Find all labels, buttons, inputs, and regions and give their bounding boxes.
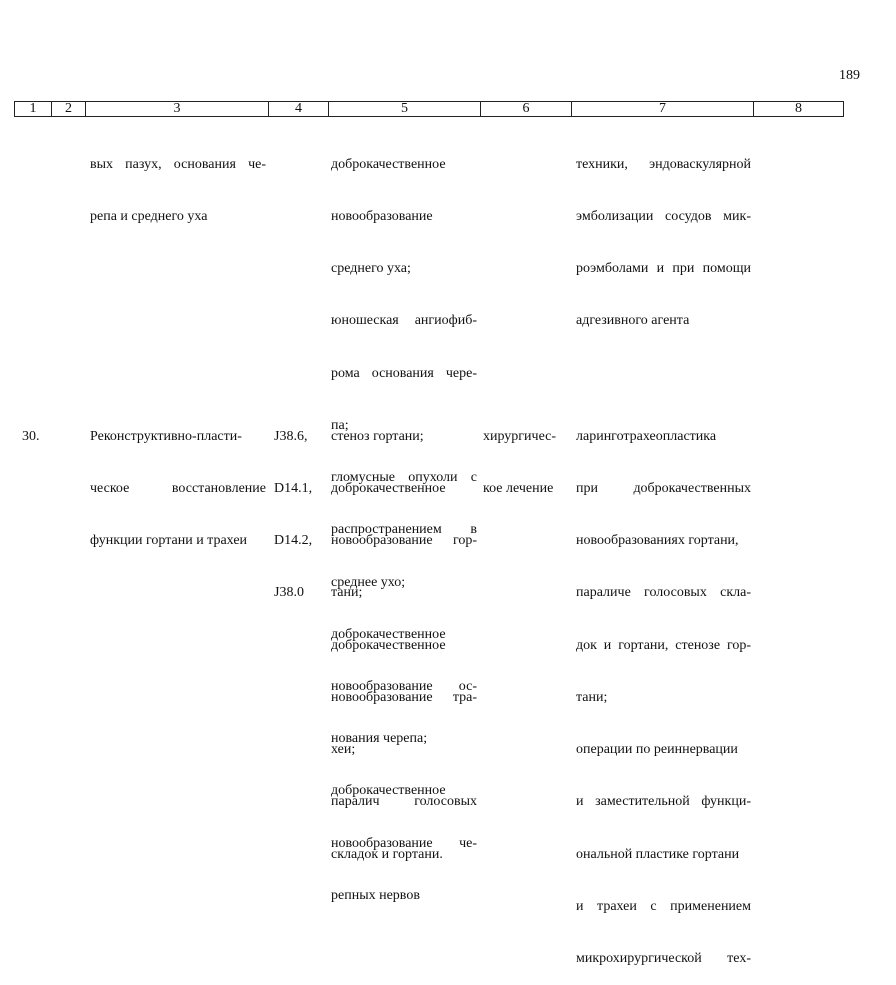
row-1-col-5-line: новообразование [331, 209, 433, 225]
row-1-col-5-line: рома основания чере- [331, 365, 477, 381]
header-col-6: 6 [481, 102, 572, 117]
header-col-8: 8 [754, 102, 844, 117]
row-2-col-3 [90, 393, 266, 567]
row-1-col-5-line: юношеская ангиофиб- [331, 313, 477, 329]
row-2-col-4-line: D14.2, [274, 533, 313, 549]
row-1-col-5-line: нования черепа; [331, 731, 428, 747]
row-1-col-5-line: среднего уха; [331, 261, 411, 277]
row-2-col-7 [576, 393, 751, 985]
row-2-col-7-line: ональной пластике гортани [576, 846, 740, 862]
row-1-col-7-line: техники, эндоваскулярной [576, 156, 751, 172]
row-2-col-3-line: функции гортани и трахеи [90, 533, 248, 549]
row-1-col-7-line: роэмболами и при помощи [576, 261, 751, 277]
row-2-col-3-line: ческое восстановление [90, 481, 266, 497]
row-2-col-5-line: тани; [331, 585, 363, 601]
row-1-col-5-line: среднее ухо; [331, 574, 406, 590]
row-2-col-3-line: Реконструктивно-пласти- [90, 428, 242, 444]
row-2-col-7-line: операции по реиннервации [576, 742, 738, 758]
row-2-col-5-line: доброкачественное [331, 637, 446, 653]
header-col-5: 5 [329, 102, 481, 117]
row-2-col-7-line: новообразованиях гортани, [576, 533, 739, 549]
row-1-col-3-line: вых пазух, основания че- [90, 156, 266, 172]
row-2-col-7-line: микрохирургической тех- [576, 951, 751, 966]
row-2-col-6-line: хирургичес- [483, 428, 557, 444]
row-2-col-7-line: ларинготрахеопластика [576, 428, 717, 444]
row-2-col-7-line: параличе голосовых скла- [576, 585, 751, 601]
row-2-col-5-line: новообразование гор- [331, 533, 477, 549]
row-1-col-5-line: репных нервов [331, 887, 420, 903]
row-2-col-6 [483, 393, 571, 515]
row-2-col-7-line: док и гортани, стенозе гор- [576, 637, 751, 653]
row-2-col-7-line: и трахеи с применением [576, 898, 751, 914]
row-2-col-7-line: при доброкачественных [576, 481, 751, 497]
row-1-col-5-line: па; [331, 417, 349, 433]
row-2-col-5-line: новообразование тра- [331, 689, 477, 705]
row-1-col-5-line: доброкачественное [331, 626, 446, 642]
row-1-col-7-line: адгезивного агента [576, 313, 690, 329]
row-2-col-4-line: J38.0 [274, 585, 304, 601]
row-2-col-6-line: кое лечение [483, 481, 554, 497]
row-2-col-5-line: паралич голосовых [331, 794, 477, 810]
row-1-col-3-line: репа и среднего уха [90, 209, 208, 225]
row-2-col-4-line: J38.6, [274, 428, 308, 444]
header-col-3: 3 [86, 102, 269, 117]
row-2-col-7-line: тани; [576, 689, 608, 705]
row-2-col-1 [22, 393, 62, 463]
header-col-2: 2 [52, 102, 86, 117]
row-1-col-7 [576, 121, 751, 347]
row-2-col-5 [331, 393, 477, 880]
row-number: 30. [22, 428, 40, 444]
header-col-4: 4 [269, 102, 329, 117]
table-header [14, 101, 844, 117]
row-1-col-5-line: новообразование че- [331, 835, 477, 851]
row-1-col-5-line: гломусные опухоли с [331, 470, 477, 486]
header-col-1: 1 [15, 102, 52, 117]
row-2-col-4-line: D14.1, [274, 481, 313, 497]
row-1-col-3 [90, 121, 266, 243]
row-1-col-5-line: распространением в [331, 522, 477, 538]
row-2-col-4 [274, 393, 326, 619]
row-2-col-5-line: хеи; [331, 742, 356, 758]
row-2-col-5-line: складок и гортани. [331, 846, 443, 862]
row-2-col-7-line: и заместительной функци- [576, 794, 751, 810]
row-1-col-5-line: доброкачественное [331, 156, 446, 172]
row-2-col-5-line: стеноз гортани; [331, 428, 424, 444]
row-1-col-5-line: новообразование ос- [331, 679, 477, 694]
row-1-col-7-line: эмболизации сосудов мик- [576, 209, 751, 225]
row-2-col-5-line: доброкачественное [331, 481, 446, 497]
header-col-7: 7 [572, 102, 754, 117]
row-1-col-5-line: доброкачественное [331, 783, 446, 799]
page-number: 189 [839, 68, 860, 83]
